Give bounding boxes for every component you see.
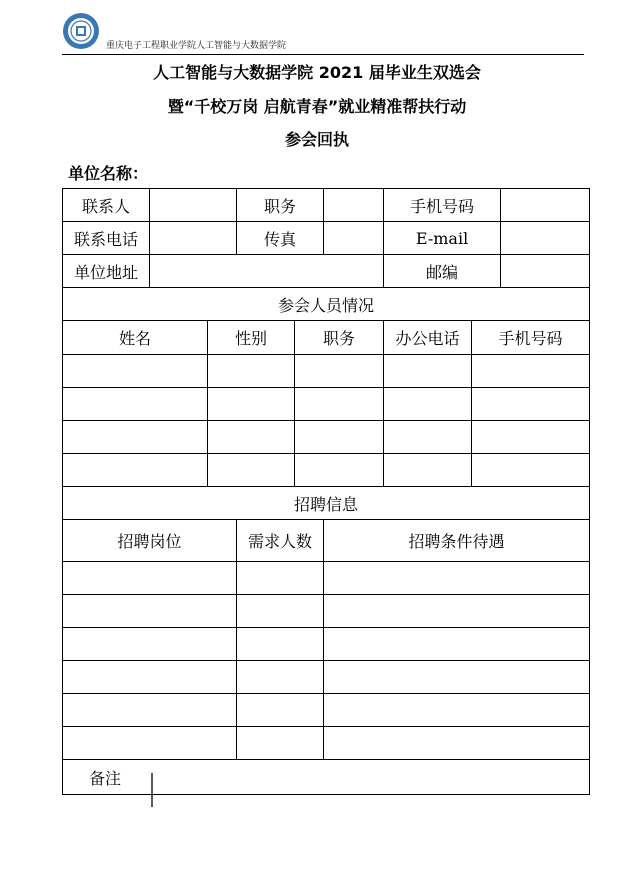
- doc-title-line2: 暨“千校万岗 启航青春”就业精准帮扶行动: [167, 97, 467, 116]
- col-position: 职务: [295, 321, 384, 355]
- header-org-name: 重庆电子工程职业学院人工智能与大数据学院: [106, 41, 287, 51]
- col-name: 姓名: [63, 321, 208, 355]
- col-conditions: 招聘条件待遇: [324, 520, 590, 562]
- col-office-phone: 办公电话: [384, 321, 472, 355]
- contact-person-label: 联系人: [63, 189, 150, 222]
- email-label: E-mail: [384, 222, 501, 255]
- col-gender: 性别: [208, 321, 295, 355]
- unit-name-label: 单位名称：: [68, 164, 149, 183]
- postcode-label: 邮编: [384, 255, 501, 288]
- address-label: 单位地址: [63, 255, 150, 288]
- recruitment-section-title: 招聘信息: [63, 487, 590, 520]
- mobile-label: 手机号码: [384, 189, 501, 222]
- remarks-label-text: 备注: [89, 768, 122, 788]
- position-label: 职务: [237, 189, 324, 222]
- col-mobile: 手机号码: [472, 321, 590, 355]
- fax-label: 传真: [237, 222, 324, 255]
- col-job-title: 招聘岗位: [63, 520, 237, 562]
- phone-label: 联系电话: [63, 222, 150, 255]
- doc-title-line3: 参会回执: [284, 130, 349, 149]
- doc-title-line1: 人工智能与大数据学院 2021 届毕业生双选会: [153, 63, 481, 82]
- attendees-section-title: 参会人员情况: [63, 288, 590, 321]
- col-headcount: 需求人数: [237, 520, 324, 562]
